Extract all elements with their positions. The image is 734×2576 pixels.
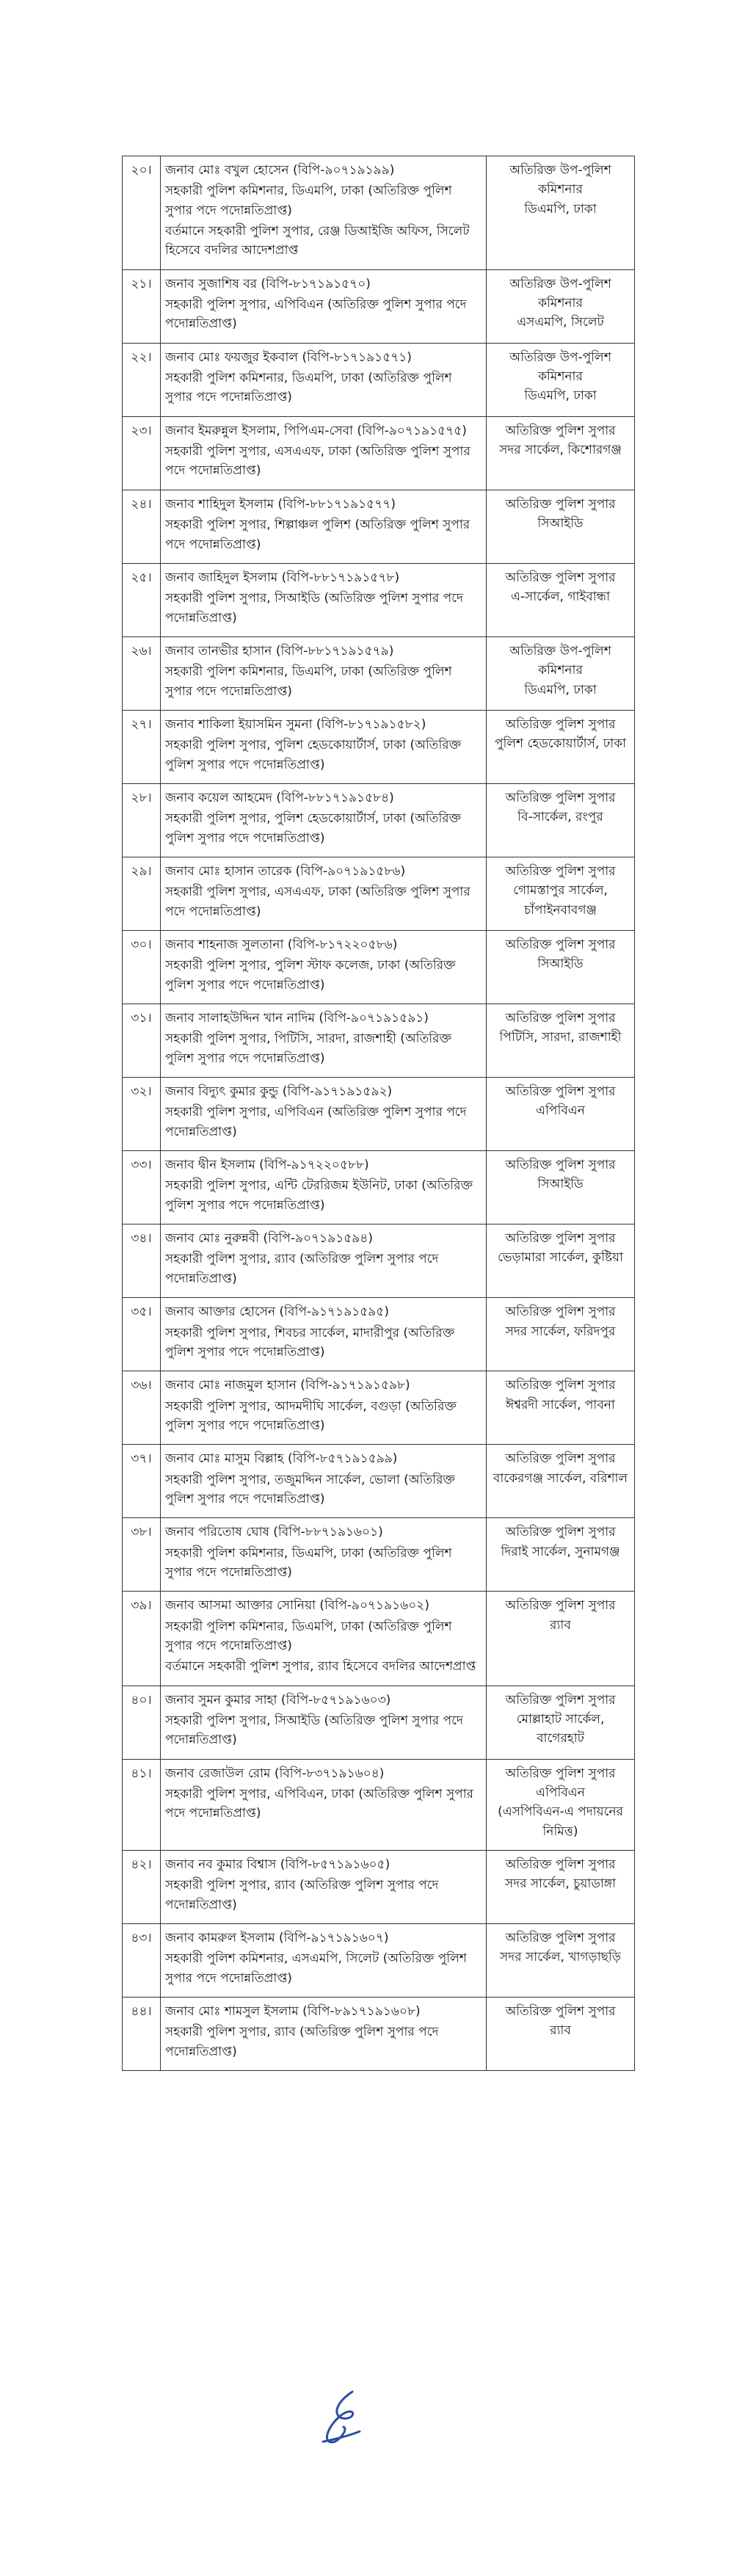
new-posting-cell [487, 490, 635, 563]
serial-number-cell: ৩৮। [123, 1518, 161, 1592]
officer-details-cell [161, 156, 487, 270]
table-row [123, 1371, 635, 1445]
table-row [123, 1298, 635, 1371]
new-posting-cell [487, 343, 635, 416]
new-posting-cell [487, 1151, 635, 1224]
table-row [123, 1998, 635, 2071]
officer-detail-line: বর্তমানে সহকারী পুলিশ সুপার, র‍্যাব হিসেবে বদলির আদেশপ্রাপ্ত [165, 1659, 476, 1675]
new-posting-cell [487, 857, 635, 930]
officer-name-line: জনাব সুমন কুমার সাহা (বিপি-৮৫৭১৯১৬০৩) [165, 1692, 391, 1708]
officer-details-cell [161, 1298, 487, 1371]
officer-details-cell [161, 1686, 487, 1759]
posting-designation: অতিরিক্ত পুলিশ সুপার [505, 937, 616, 952]
new-posting-cell [487, 1224, 635, 1298]
serial-number-cell: ৩৭। [123, 1445, 161, 1518]
officer-posting-table [122, 156, 635, 2071]
officer-detail-line: সহকারী পুলিশ কমিশনার, এসএমপি, সিলেট (অতিরিক্ত পুলিশ সুপার পদে পদোন্নতিপ্রাপ্ত) [165, 1951, 467, 1986]
officer-detail-line: সহকারী পুলিশ সুপার, র‍্যাব (অতিরিক্ত পুলিশ সুপার পদে পদোন্নতিপ্রাপ্ত) [165, 1252, 439, 1286]
officer-details-cell [161, 416, 487, 490]
posting-location: দিরাই সার্কেল, সুনামগঞ্জ [501, 1544, 620, 1559]
posting-location: র‍্যাব [550, 1617, 571, 1633]
posting-designation: অতিরিক্ত পুলিশ সুপার [505, 1378, 616, 1393]
officer-name-line: জনাব মোঃ হাসান তারেক (বিপি-৯০৭১৯১৫৮৬) [165, 863, 406, 879]
officer-details-cell [161, 1851, 487, 1924]
serial-number-cell: ২১। [123, 269, 161, 343]
officer-detail-line: সহকারী পুলিশ সুপার, আদমদীঘি সার্কেল, বগুড়া (অতিরিক্ত পুলিশ সুপার পদে পদোন্নতিপ্রাপ্ত) [165, 1398, 457, 1433]
serial-number-cell: ৪৪। [123, 1998, 161, 2071]
officer-detail-line: বর্তমানে সহকারী পুলিশ সুপার, রেঞ্জ ডিআইজি অফিস, সিলেট হিসেবে বদলির আদেশপ্রাপ্ত [165, 224, 470, 258]
officer-details-cell [161, 857, 487, 930]
new-posting-cell [487, 783, 635, 857]
table-row [123, 1686, 635, 1759]
officer-details-cell [161, 1151, 487, 1224]
officer-name-line: জনাব পরিতোষ ঘোষ (বিপি-৮৮৭১৯১৬০১) [165, 1525, 383, 1540]
posting-location: সদর সার্কেল, ফরিদপুর [505, 1324, 616, 1339]
serial-number-cell: ২৯। [123, 857, 161, 930]
officer-details-cell [161, 1224, 487, 1298]
officer-name-line: জনাব তানভীর হাসান (বিপি-৮৮১৭১৯১৫৭৯) [165, 643, 394, 658]
posting-location: বি-সার্কেল, রংপুর [517, 810, 603, 825]
posting-location: সিআইডি [537, 957, 584, 972]
table-body [123, 156, 635, 2071]
posting-location: ডিএমপি, ঢাকা [524, 201, 597, 217]
posting-location: পুলিশ হেডকোয়ার্টার্স, ঢাকা [494, 736, 627, 752]
posting-location: সদর সার্কেল, কিশোরগঞ্জ [499, 443, 622, 458]
new-posting-cell [487, 1371, 635, 1445]
officer-detail-line: সহকারী পুলিশ সুপার, পুলিশ হেডকোয়ার্টার্স, ঢাকা (অতিরিক্ত পুলিশ সুপার পদে পদোন্নতিপ্রাপ্ত) [165, 738, 462, 772]
officer-details-cell [161, 269, 487, 343]
posting-location: পিটিসি, সারদা, রাজশাহী [499, 1030, 622, 1045]
officer-detail-line: সহকারী পুলিশ কমিশনার, ডিএমপি, ঢাকা (অতিরিক্ত পুলিশ সুপার পদে পদোন্নতিপ্রাপ্ত) [165, 664, 452, 699]
signature-scribble [301, 2379, 382, 2452]
posting-location: ভেড়ামারা সার্কেল, কুষ্টিয়া [498, 1250, 623, 1266]
posting-location: ডিএমপি, ঢাকা [524, 388, 597, 404]
posting-designation: অতিরিক্ত পুলিশ সুপার [505, 1857, 616, 1873]
serial-number-cell: ৪৩। [123, 1924, 161, 1998]
officer-name-line: জনাব কামরুল ইসলাম (বিপি-৯১৭১৯১৬০৭) [165, 1931, 389, 1946]
table-row [123, 636, 635, 710]
posting-location: ডিএমপি, ঢাকা [524, 682, 597, 697]
posting-location: এপিবিএন [536, 1785, 585, 1801]
new-posting-cell [487, 1078, 635, 1151]
new-posting-cell [487, 156, 635, 270]
posting-designation: অতিরিক্ত পুলিশ সুপার [505, 1011, 616, 1026]
posting-location: সিআইডি [537, 1177, 584, 1192]
new-posting-cell [487, 636, 635, 710]
table-row [123, 156, 635, 270]
officer-detail-line: সহকারী পুলিশ কমিশনার, ডিএমপি, ঢাকা (অতিরিক্ত পুলিশ সুপার পদে পদোন্নতিপ্রাপ্ত) [165, 371, 452, 405]
serial-number-cell: ৩৯। [123, 1592, 161, 1686]
officer-detail-line: সহকারী পুলিশ সুপার, এপিবিএন (অতিরিক্ত পুলিশ সুপার পদে পদোন্নতিপ্রাপ্ত) [165, 297, 467, 332]
officer-details-cell [161, 1924, 487, 1998]
new-posting-cell [487, 931, 635, 1004]
posting-designation: অতিরিক্ত পুলিশ সুপার [505, 496, 616, 512]
officer-name-line: জনাব মোঃ নাজমুল হাসান (বিপি-৯১৭১৯১৫৯৮) [165, 1378, 410, 1393]
officer-details-cell [161, 1445, 487, 1518]
table-row [123, 1224, 635, 1298]
officer-name-line: জনাব সুজাশিষ বর (বিপি-৮১৭১৯১৫৭০) [165, 276, 371, 291]
officer-name-line: জনাব আসমা আক্তার সোনিয়া (বিপি-৯০৭১৯১৬০২) [165, 1598, 429, 1614]
officer-details-cell [161, 1371, 487, 1445]
new-posting-cell [487, 1004, 635, 1078]
transfer-order-sheet [122, 156, 634, 2071]
officer-name-line: জনাব শাহিদুল ইসলাম (বিপি-৮৮১৭১৯১৫৭৭) [165, 496, 396, 512]
officer-details-cell [161, 783, 487, 857]
new-posting-cell [487, 1298, 635, 1371]
posting-designation: অতিরিক্ত পুলিশ সুপার [505, 1451, 616, 1467]
table-row [123, 1759, 635, 1850]
new-posting-cell [487, 1924, 635, 1998]
table-row [123, 1445, 635, 1518]
new-posting-cell [487, 1998, 635, 2071]
officer-detail-line: সহকারী পুলিশ সুপার, পিটিসি, সারদা, রাজশাহী (অতিরিক্ত পুলিশ সুপার পদে পদোন্নতিপ্রাপ্ত) [165, 1031, 451, 1066]
posting-location: র‍্যাব [550, 2023, 571, 2039]
officer-details-cell [161, 1004, 487, 1078]
officer-details-cell [161, 1759, 487, 1850]
officer-detail-line: সহকারী পুলিশ সুপার, এপিবিএন (অতিরিক্ত পুলিশ সুপার পদে পদোন্নতিপ্রাপ্ত) [165, 1105, 467, 1139]
serial-number-cell: ৪১। [123, 1759, 161, 1850]
table-row [123, 1004, 635, 1078]
serial-number-cell: ২৪। [123, 490, 161, 563]
posting-location: এসএমপি, সিলেট [517, 315, 604, 330]
posting-designation: অতিরিক্ত পুলিশ সুপার [505, 1598, 616, 1614]
serial-number-cell: ২৮। [123, 783, 161, 857]
table-row [123, 269, 635, 343]
officer-name-line: জনাব রেজাউল রোম (বিপি-৮৩৭১৯১৬০৪) [165, 1766, 385, 1781]
posting-designation: অতিরিক্ত পুলিশ সুপার [505, 1525, 616, 1540]
new-posting-cell [487, 416, 635, 490]
officer-detail-line: সহকারী পুলিশ সুপার, শিল্পাঞ্চল পুলিশ (অতিরিক্ত পুলিশ সুপার পদে পদোন্নতিপ্রাপ্ত) [165, 518, 470, 552]
officer-details-cell [161, 1078, 487, 1151]
new-posting-cell [487, 563, 635, 636]
table-row [123, 1924, 635, 1998]
serial-number-cell: ২৬। [123, 636, 161, 710]
officer-detail-line: সহকারী পুলিশ সুপার, সিআইডি (অতিরিক্ত পুলিশ সুপার পদে পদোন্নতিপ্রাপ্ত) [165, 591, 463, 625]
officer-detail-line: সহকারী পুলিশ সুপার, সিআইডি (অতিরিক্ত পুলিশ সুপার পদে পদোন্নতিপ্রাপ্ত) [165, 1713, 463, 1748]
serial-number-cell: ৩৪। [123, 1224, 161, 1298]
serial-number-cell: ২২। [123, 343, 161, 416]
posting-location: এপিবিএন [536, 1103, 585, 1119]
posting-designation: অতিরিক্ত পুলিশ সুপার [505, 1931, 616, 1946]
table-row [123, 1592, 635, 1686]
posting-location: গোমস্তাপুর সার্কেল, চাঁপাইনবাবগঞ্জ [513, 883, 608, 918]
officer-name-line: জনাব মোঃ ফয়জুর ইকবাল (বিপি-৮১৭১৯১৫৭১) [165, 349, 412, 365]
officer-name-line: জনাব মোঃ নুরুন্নবী (বিপি-৯০৭১৯১৫৯৪) [165, 1231, 373, 1247]
officer-detail-line: সহকারী পুলিশ কমিশনার, ডিএমপি, ঢাকা (অতিরিক্ত পুলিশ সুপার পদে পদোন্নতিপ্রাপ্ত) [165, 184, 452, 218]
officer-detail-line: সহকারী পুলিশ সুপার, এপিবিএন, ঢাকা (অতিরিক্ত পুলিশ সুপার পদে পদোন্নতিপ্রাপ্ত) [165, 1787, 474, 1821]
posting-designation: অতিরিক্ত পুলিশ সুপার [505, 716, 616, 732]
posting-designation: অতিরিক্ত পুলিশ সুপার [505, 1231, 616, 1247]
serial-number-cell: ৩১। [123, 1004, 161, 1078]
officer-detail-line: সহকারী পুলিশ কমিশনার, ডিএমপি, ঢাকা (অতিরিক্ত পুলিশ সুপার পদে পদোন্নতিপ্রাপ্ত) [165, 1619, 452, 1653]
officer-details-cell [161, 343, 487, 416]
posting-designation: অতিরিক্ত পুলিশ সুপার [505, 790, 616, 805]
serial-number-cell: ৩২। [123, 1078, 161, 1151]
officer-name-line: জনাব সালাহউদ্দিন খান নাদিম (বিপি-৯০৭১৯১৫৯১) [165, 1011, 429, 1026]
posting-designation: অতিরিক্ত পুলিশ সুপার [505, 1158, 616, 1173]
posting-location: সিআইডি [537, 516, 584, 531]
posting-designation: অতিরিক্ত পুলিশ সুপার [505, 1692, 616, 1708]
officer-name-line: জনাব বিদ্যুৎ কুমার কুন্ডু (বিপি-৯১৭১৯১৫৯২) [165, 1084, 393, 1100]
officer-name-line: জনাব মোঃ মাসুম বিল্লাহ (বিপি-৮৫৭১৯১৫৯৯) [165, 1451, 398, 1467]
officer-detail-line: সহকারী পুলিশ সুপার, পুলিশ হেডকোয়ার্টার্স, ঢাকা (অতিরিক্ত পুলিশ সুপার পদে পদোন্নতিপ্রাপ্ত) [165, 811, 462, 846]
posting-designation: অতিরিক্ত উপ-পুলিশ কমিশনার [509, 163, 611, 197]
serial-number-cell: ৩৬। [123, 1371, 161, 1445]
table-row [123, 416, 635, 490]
posting-designation: অতিরিক্ত পুলিশ সুপার [505, 1305, 616, 1320]
serial-number-cell: ২৭। [123, 710, 161, 783]
posting-location: এ-সার্কেল, গাইবান্ধা [510, 589, 611, 605]
new-posting-cell [487, 1759, 635, 1850]
posting-designation: অতিরিক্ত পুলিশ সুপার [505, 423, 616, 438]
serial-number-cell: ২০। [123, 156, 161, 270]
posting-designation: অতিরিক্ত উপ-পুলিশ কমিশনার [509, 349, 611, 385]
officer-detail-line: সহকারী পুলিশ সুপার, তজুমদ্দিন সার্কেল, ভোলা (অতিরিক্ত পুলিশ সুপার পদে পদোন্নতিপ্রাপ্ত) [165, 1472, 455, 1506]
table-row [123, 1518, 635, 1592]
officer-details-cell [161, 563, 487, 636]
table-row [123, 1851, 635, 1924]
officer-details-cell [161, 1592, 487, 1686]
officer-details-cell [161, 710, 487, 783]
table-row [123, 783, 635, 857]
table-row [123, 490, 635, 563]
posting-location: মোল্লাহাট সার্কেল, বাগেরহাট [516, 1712, 605, 1746]
officer-details-cell [161, 931, 487, 1004]
serial-number-cell: ২৫। [123, 563, 161, 636]
table-row [123, 857, 635, 930]
table-row [123, 1151, 635, 1224]
officer-detail-line: সহকারী পুলিশ সুপার, এসএএফ, ঢাকা (অতিরিক্ত পুলিশ সুপার পদে পদোন্নতিপ্রাপ্ত) [165, 885, 470, 919]
table-row [123, 1078, 635, 1151]
new-posting-cell [487, 1592, 635, 1686]
posting-location: (এসপিবিএন-এ পদায়নের নিমিত্ত) [498, 1804, 623, 1839]
table-row [123, 563, 635, 636]
officer-name-line: জনাব শাহনাজ সুলতানা (বিপি-৮১৭২২০৫৮৬) [165, 937, 398, 952]
signature-mark [301, 2379, 382, 2452]
officer-name-line: জনাব শাকিলা ইয়াসমিন সুমনা (বিপি-৮১৭১৯১৫৮২) [165, 716, 426, 732]
table-row [123, 710, 635, 783]
officer-details-cell [161, 490, 487, 563]
officer-detail-line: সহকারী পুলিশ সুপার, শিবচর সার্কেল, মাদারীপুর (অতিরিক্ত পুলিশ সুপার পদে পদোন্নতিপ্রাপ্ত) [165, 1325, 455, 1360]
serial-number-cell: ৩৫। [123, 1298, 161, 1371]
officer-detail-line: সহকারী পুলিশ সুপার, এন্টি টেররিজম ইউনিট, ঢাকা (অতিরিক্ত পুলিশ সুপার পদে পদোন্নতিপ্রাপ্ত) [165, 1178, 473, 1213]
posting-designation: অতিরিক্ত পুলিশ সুপার [505, 863, 616, 879]
posting-designation: অতিরিক্ত উপ-পুলিশ কমিশনার [509, 276, 611, 311]
posting-designation: অতিরিক্ত পুলিশ সুপার [505, 2004, 616, 2020]
posting-location: সদর সার্কেল, খাগড়াছড়ি [500, 1950, 621, 1965]
officer-detail-line: সহকারী পুলিশ সুপার, এসএএফ, ঢাকা (অতিরিক্ত পুলিশ সুপার পদে পদোন্নতিপ্রাপ্ত) [165, 444, 470, 479]
officer-name-line: জনাব আক্তার হোসেন (বিপি-৯১৭১৯১৫৯৫) [165, 1305, 389, 1320]
officer-name-line: জনাব নব কুমার বিশ্বাস (বিপি-৮৫৭১৯১৬০৫) [165, 1857, 390, 1873]
serial-number-cell: ২৩। [123, 416, 161, 490]
new-posting-cell [487, 1518, 635, 1592]
serial-number-cell: ৪০। [123, 1686, 161, 1759]
posting-designation: অতিরিক্ত পুলিশ সুপার [505, 570, 616, 585]
officer-detail-line: সহকারী পুলিশ কমিশনার, ডিএমপি, ঢাকা (অতিরিক্ত পুলিশ সুপার পদে পদোন্নতিপ্রাপ্ত) [165, 1545, 452, 1580]
posting-designation: অতিরিক্ত উপ-পুলিশ কমিশনার [509, 643, 611, 678]
officer-detail-line: সহকারী পুলিশ সুপার, পুলিশ স্টাফ কলেজ, ঢাকা (অতিরিক্ত পুলিশ সুপার পদে পদোন্নতিপ্রাপ্ত) [165, 958, 456, 993]
new-posting-cell [487, 1686, 635, 1759]
new-posting-cell [487, 1445, 635, 1518]
posting-location: বাকেরগঞ্জ সার্কেল, বরিশাল [493, 1470, 628, 1486]
officer-name-line: জনাব মোঃ শামসুল ইসলাম (বিপি-৮৯১৭১৯১৬০৮) [165, 2004, 421, 2020]
officer-details-cell [161, 1518, 487, 1592]
officer-details-cell [161, 1998, 487, 2071]
serial-number-cell: ৩৩। [123, 1151, 161, 1224]
new-posting-cell [487, 269, 635, 343]
posting-location: ঈশ্বরদী সার্কেল, পাবনা [506, 1397, 615, 1412]
officer-name-line: জনাব মোঃ বখুল হোসেন (বিপি-৯০৭১৯১৯৯) [165, 163, 395, 178]
officer-name-line: জনাব জাহিদুল ইসলাম (বিপি-৮৮১৭১৯১৫৭৮) [165, 570, 400, 585]
posting-designation: অতিরিক্ত পুলিশ সুপার [505, 1766, 616, 1781]
posting-location: সদর সার্কেল, চুয়াডাঙ্গা [504, 1876, 617, 1892]
officer-name-line: জনাব ইমরুন্নুল ইসলাম, পিপিএম-সেবা (বিপি-৯০৭১৯১৫৭৫) [165, 423, 467, 438]
posting-designation: অতিরিক্ত পুলিশ সুপার [505, 1084, 616, 1100]
officer-name-line: জনাব কয়েল আহমেদ (বিপি-৮৮১৭১৯১৫৮৪) [165, 790, 394, 805]
officer-name-line: জনাব দ্বীন ইসলাম (বিপি-৯১৭২২০৫৮৮) [165, 1158, 369, 1173]
table-row [123, 931, 635, 1004]
officer-details-cell [161, 636, 487, 710]
officer-detail-line: সহকারী পুলিশ সুপার, র‍্যাব (অতিরিক্ত পুলিশ সুপার পদে পদোন্নতিপ্রাপ্ত) [165, 2025, 439, 2059]
serial-number-cell: ৪২। [123, 1851, 161, 1924]
serial-number-cell: ৩০। [123, 931, 161, 1004]
officer-detail-line: সহকারী পুলিশ সুপার, র‍্যাব (অতিরিক্ত পুলিশ সুপার পদে পদোন্নতিপ্রাপ্ত) [165, 1878, 439, 1912]
table-row [123, 343, 635, 416]
new-posting-cell [487, 710, 635, 783]
new-posting-cell [487, 1851, 635, 1924]
